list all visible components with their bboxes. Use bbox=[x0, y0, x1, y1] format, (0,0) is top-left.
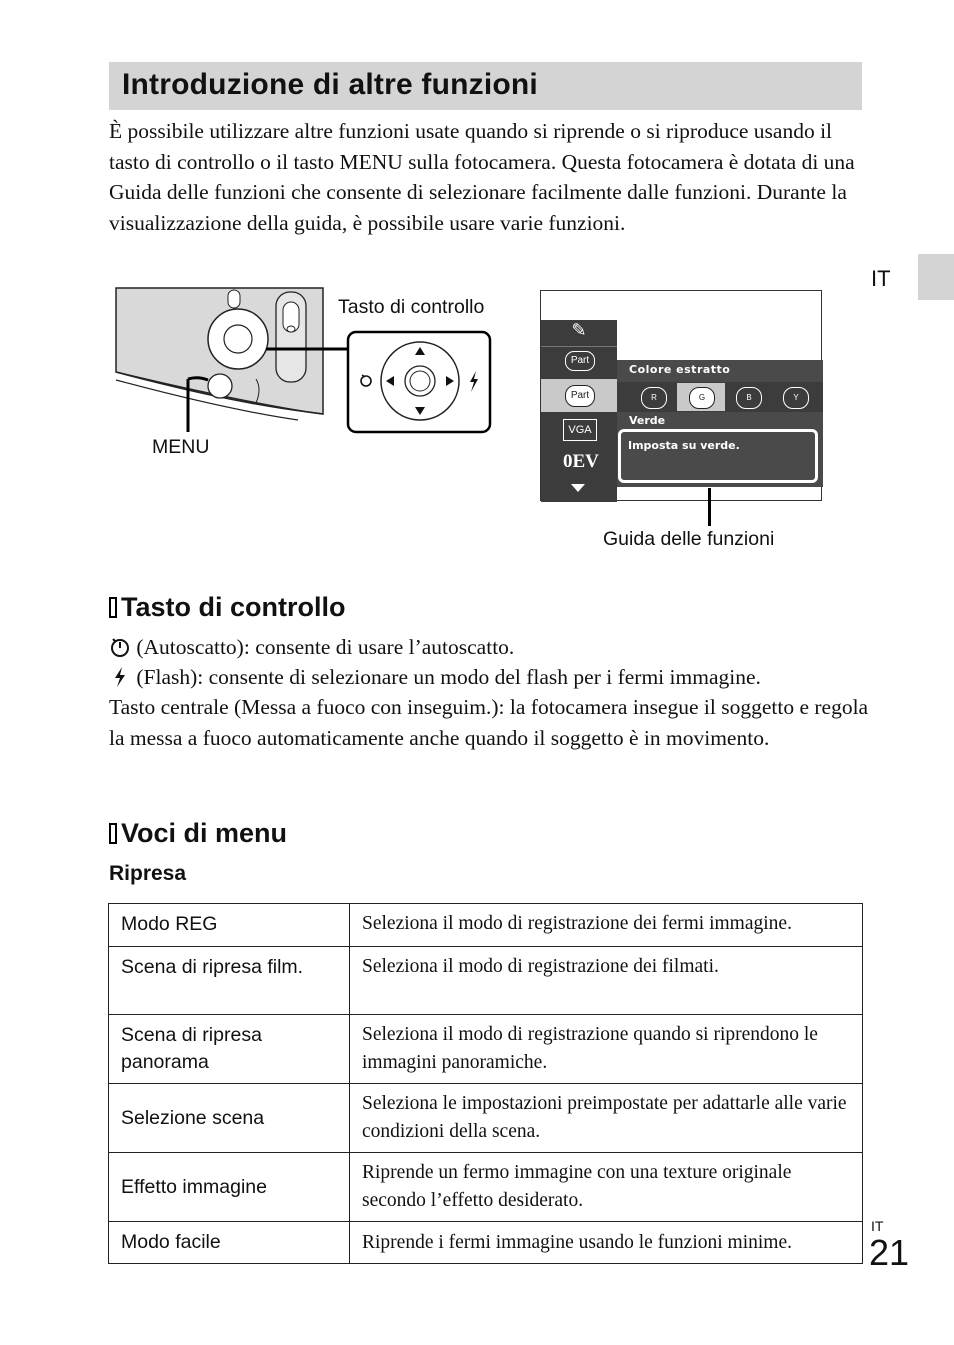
table-row bbox=[109, 1015, 863, 1084]
part-y-icon: Y bbox=[783, 387, 809, 409]
page-language: IT bbox=[871, 1218, 884, 1234]
language-code: IT bbox=[871, 266, 891, 291]
table-row bbox=[109, 1153, 863, 1222]
down-arrow-icon bbox=[571, 484, 585, 492]
function-guide-box bbox=[618, 429, 818, 483]
camera-screen bbox=[540, 290, 822, 501]
menu-item-description: Riprende i fermi immagine usando le funzioni minime. bbox=[350, 1222, 863, 1264]
part-b-icon: B bbox=[736, 387, 762, 409]
menu-item-name: Scena di ripresa panorama bbox=[109, 1015, 350, 1084]
vga-icon: VGA bbox=[563, 419, 597, 441]
control-button-label: Tasto di controllo bbox=[338, 296, 485, 318]
menu-item-description: Riprende un fermo immagine con una texture originale secondo l’effetto desiderato. bbox=[350, 1153, 863, 1222]
menu-item-description: Seleziona il modo di registrazione dei fermi immagine. bbox=[350, 904, 863, 947]
part-color-selected-icon: Part bbox=[565, 385, 595, 407]
intro-paragraph: È possibile utilizzare altre funzioni usate quando si riprende o si riproduce usando il tasto di controllo o il tasto MENU sulla fotocamera. Questa fotocamera è dotata di una Guida delle funzioni che consente di selezionare facilmente dalle funzioni. Durante la visualizzazione della guida, è possibile usare varie funzioni. bbox=[109, 119, 855, 235]
language-tab bbox=[918, 254, 954, 300]
screen-option-text: Verde bbox=[629, 414, 666, 427]
part-color-icon: Part bbox=[565, 351, 595, 371]
flash-icon bbox=[109, 666, 131, 688]
menu-items-table bbox=[108, 903, 863, 1264]
function-guide-text: Imposta su verde. bbox=[628, 439, 740, 452]
menu-item-name: Scena di ripresa film. bbox=[109, 947, 350, 1015]
screen-header-text: Colore estratto bbox=[629, 363, 731, 376]
table-row bbox=[109, 1222, 863, 1264]
self-timer-line: (Autoscatto): consente di usare l’autoscatto. bbox=[109, 632, 869, 663]
menu-item-description: Seleziona il modo di registrazione dei filmati. bbox=[350, 947, 863, 1015]
table-row bbox=[109, 904, 863, 947]
menu-item-name: Effetto immagine bbox=[109, 1153, 350, 1222]
flash-line: (Flash): consente di selezionare un modo del flash per i fermi immagine. bbox=[109, 662, 869, 693]
paintbrush-icon: ✎ bbox=[541, 320, 617, 347]
ev-icon: 0EV bbox=[563, 451, 599, 472]
page-title: Introduzione di altre funzioni bbox=[122, 68, 538, 101]
menu-item-name: Selezione scena bbox=[109, 1084, 350, 1153]
shooting-subheading: Ripresa bbox=[109, 862, 187, 885]
function-guide-label: Guida delle funzioni bbox=[603, 528, 775, 550]
menu-item-description: Seleziona le impostazioni preimpostate per adattarle alle varie condizioni della scena. bbox=[350, 1084, 863, 1153]
table-row bbox=[109, 947, 863, 1015]
menu-item-name: Modo facile bbox=[109, 1222, 350, 1264]
center-button-text: Tasto centrale (Messa a fuoco con inseguim.): la fotocamera insegue il soggetto e regola la messa a fuoco automaticamente anche quando il soggetto è in movimento. bbox=[109, 695, 869, 750]
guide-leader-line bbox=[708, 488, 711, 526]
menu-item-description: Seleziona il modo di registrazione quando si riprendono le immagini panoramiche. bbox=[350, 1015, 863, 1084]
bullet-square-icon bbox=[109, 823, 117, 844]
table-row bbox=[109, 1084, 863, 1153]
title-bar bbox=[109, 62, 862, 110]
menu-item-name: Modo REG bbox=[109, 904, 350, 947]
self-timer-icon bbox=[109, 636, 131, 658]
bullet-square-icon bbox=[109, 597, 117, 618]
part-g-icon: G bbox=[689, 387, 715, 409]
part-r-icon: R bbox=[641, 387, 667, 409]
page-number: 21 bbox=[869, 1232, 910, 1273]
menu-section-heading: Voci di menu bbox=[109, 818, 287, 849]
control-section-heading: Tasto di controllo bbox=[109, 592, 346, 623]
menu-button-label: MENU bbox=[152, 436, 210, 458]
